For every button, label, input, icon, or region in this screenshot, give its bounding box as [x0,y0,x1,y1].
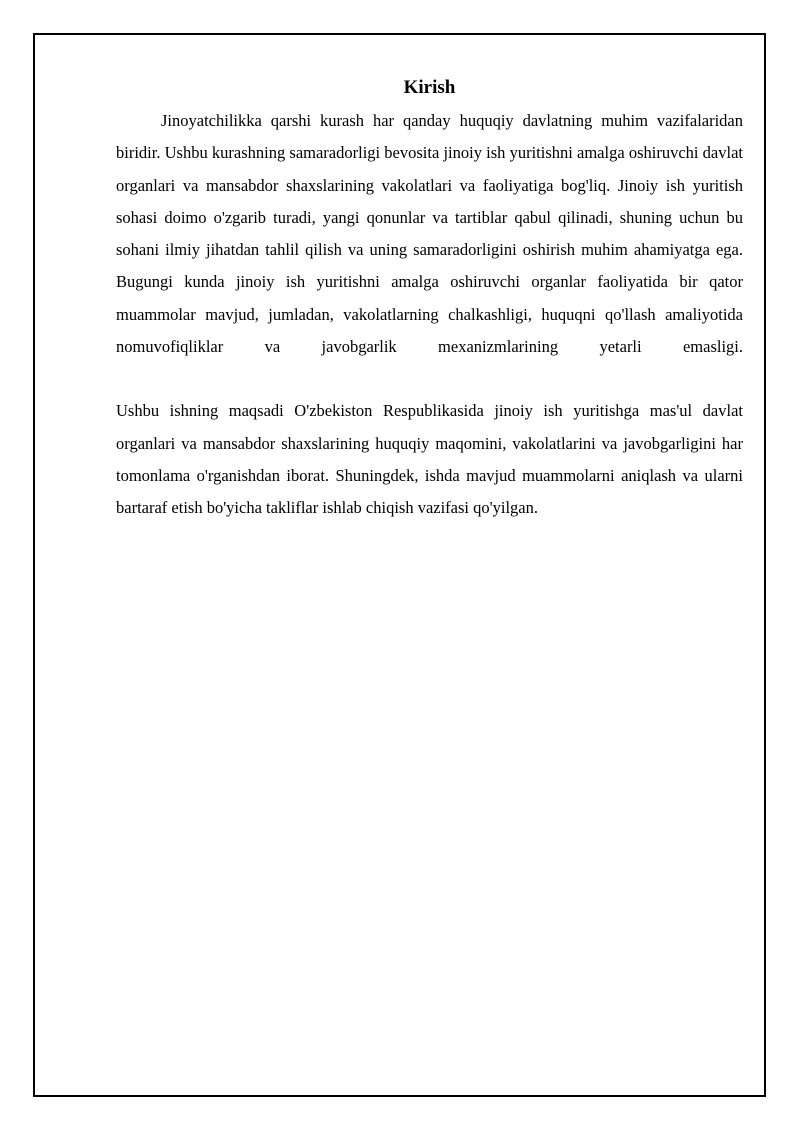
paragraph-gap [116,363,743,395]
paragraph-intro: Jinoyatchilikka qarshi kurash har qanday huquqiy davlatning muhim vazifalaridan biridir. Ushbu kurashning samaradorligi bevosita jinoiy ish yuritishni amalga oshiruvchi davlat organlari va mansabdor shaxslarining vakolatlari va faoliyatiga bog'liq. Jinoiy ish yuritish sohasi doimo o'zgarib turadi, yangi qonunlar va tartiblar qabul qilinadi, shuning uchun bu sohani ilmiy jihatdan tahlil qilish va uning samaradorligini oshirish muhim ahamiyatga ega. Bugungi kunda jinoiy ish yuritishni amalga oshiruvchi organlar faoliyatida bir qator muammolar mavjud, jumladan, vakolatlarning chalkashligi, huquqni qo'llash amaliyotida nomuvofiqliklar va javobgarlik mexanizmlarining yetarli emasligi. [116,111,743,357]
paragraph-goal: Ushbu ishning maqsadi O'zbekiston Respublikasida jinoiy ish yuritishga mas'ul davlat organlari va mansabdor shaxslarining huquqiy maqomini, vakolatlarini va javobgarligini har tomonlama o'rganishdan iborat. Shuningdek, ishda mavjud muammolarni aniqlash va ularni bartaraf etish bo'yicha takliflar ishlab chiqish vazifasi qo'yilgan. [116,401,743,518]
document-title: Kirish [403,77,456,98]
document-body [116,74,743,525]
